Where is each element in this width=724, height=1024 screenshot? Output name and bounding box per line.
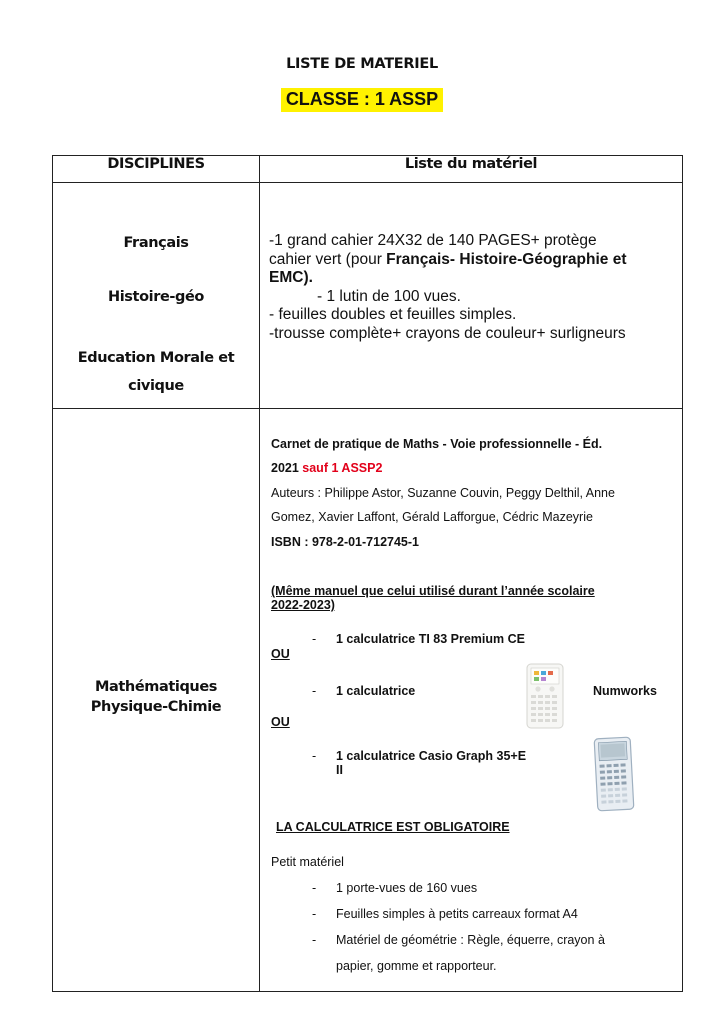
materials-table bbox=[52, 155, 683, 992]
casio-calculator-icon bbox=[593, 736, 635, 812]
list-item: 1 porte-vues de 160 vues bbox=[336, 881, 478, 895]
maths-line-1: Mathématiques bbox=[94, 679, 218, 695]
small-materials-title: Petit matériel bbox=[271, 855, 344, 869]
list-item: Feuilles simples à petits carreaux format A4 bbox=[336, 907, 578, 921]
material-line: -1 grand cahier 24X32 de 140 PAGES+ protège bbox=[269, 232, 597, 249]
emc-line-2: civique bbox=[128, 378, 184, 394]
calculator-numworks: 1 calculatrice bbox=[336, 684, 416, 698]
calculator-ti: 1 calculatrice TI 83 Premium CE bbox=[336, 632, 525, 646]
material-line bbox=[269, 269, 674, 288]
disciplines-cell bbox=[53, 409, 260, 992]
calculator-mandatory: LA CALCULATRICE EST OBLIGATOIRE bbox=[276, 820, 510, 834]
book-authors-1: Auteurs : Philippe Astor, Suzanne Couvin, Peggy Delthil, Anne bbox=[271, 486, 615, 500]
discipline-emc bbox=[53, 344, 259, 400]
or-label: OU bbox=[271, 715, 290, 729]
dash: - bbox=[312, 881, 317, 895]
header-disciplines: DISCIPLINES bbox=[53, 156, 260, 183]
discipline-maths bbox=[53, 677, 259, 717]
header-materials: Liste du matériel bbox=[260, 156, 683, 183]
class-line bbox=[0, 88, 724, 112]
note-line-1: (Même manuel que celui utilisé durant l’année scolaire bbox=[271, 584, 595, 598]
note-line-2: 2022-2023) bbox=[271, 598, 335, 612]
table-header-row bbox=[53, 156, 683, 183]
material-subjects-end: EMC). bbox=[269, 269, 313, 287]
book-edition bbox=[271, 461, 382, 475]
class-label: CLASSE : 1 ASSP bbox=[281, 88, 443, 112]
materials-cell bbox=[260, 183, 683, 409]
material-line: - feuilles doubles et feuilles simples. bbox=[269, 306, 517, 324]
material-subjects: Français- Histoire-Géographie et bbox=[386, 250, 627, 268]
discipline-francais: Français bbox=[123, 235, 189, 251]
calculator-casio: 1 calculatrice Casio Graph 35+E bbox=[336, 749, 527, 763]
calculator-casio-suffix: II bbox=[336, 763, 343, 777]
maths-line-2: Physique-Chimie bbox=[90, 699, 222, 715]
material-line bbox=[269, 251, 674, 270]
material-line: - 1 lutin de 100 vues. bbox=[317, 287, 461, 305]
list-item-continuation: papier, gomme et rapporteur. bbox=[336, 959, 497, 973]
numworks-calculator-icon bbox=[526, 663, 564, 729]
material-text: cahier vert (pour bbox=[269, 250, 387, 268]
table-row bbox=[53, 409, 683, 992]
materials-text bbox=[260, 183, 682, 344]
book-authors-2: Gomez, Xavier Laffont, Gérald Lafforgue, Cédric Mazeyrie bbox=[271, 510, 593, 524]
dash: - bbox=[312, 749, 317, 763]
dash: - bbox=[312, 684, 317, 698]
emc-line-1: Education Morale et bbox=[77, 350, 235, 366]
book-title: Carnet de pratique de Maths - Voie professionnelle - Éd. bbox=[271, 437, 603, 451]
maths-materials bbox=[260, 409, 682, 991]
discipline-histoire-geo: Histoire-géo bbox=[108, 289, 204, 305]
dash: - bbox=[312, 933, 317, 947]
book-isbn: ISBN : 978-2-01-712745-1 bbox=[271, 535, 419, 549]
or-label: OU bbox=[271, 647, 290, 661]
dash: - bbox=[312, 907, 317, 921]
disciplines-cell bbox=[53, 183, 260, 409]
calculator-numworks-brand: Numworks bbox=[593, 684, 657, 698]
materials-cell bbox=[260, 409, 683, 992]
table-row bbox=[53, 183, 683, 409]
dash: - bbox=[312, 632, 317, 646]
list-item: Matériel de géométrie : Règle, équerre, crayon à bbox=[336, 933, 605, 947]
book-year: 2021 bbox=[271, 461, 303, 475]
material-line: -trousse complète+ crayons de couleur+ surligneurs bbox=[269, 324, 626, 342]
document-title: LISTE DE MATERIEL bbox=[286, 56, 438, 72]
book-exception: sauf 1 ASSP2 bbox=[302, 461, 383, 475]
